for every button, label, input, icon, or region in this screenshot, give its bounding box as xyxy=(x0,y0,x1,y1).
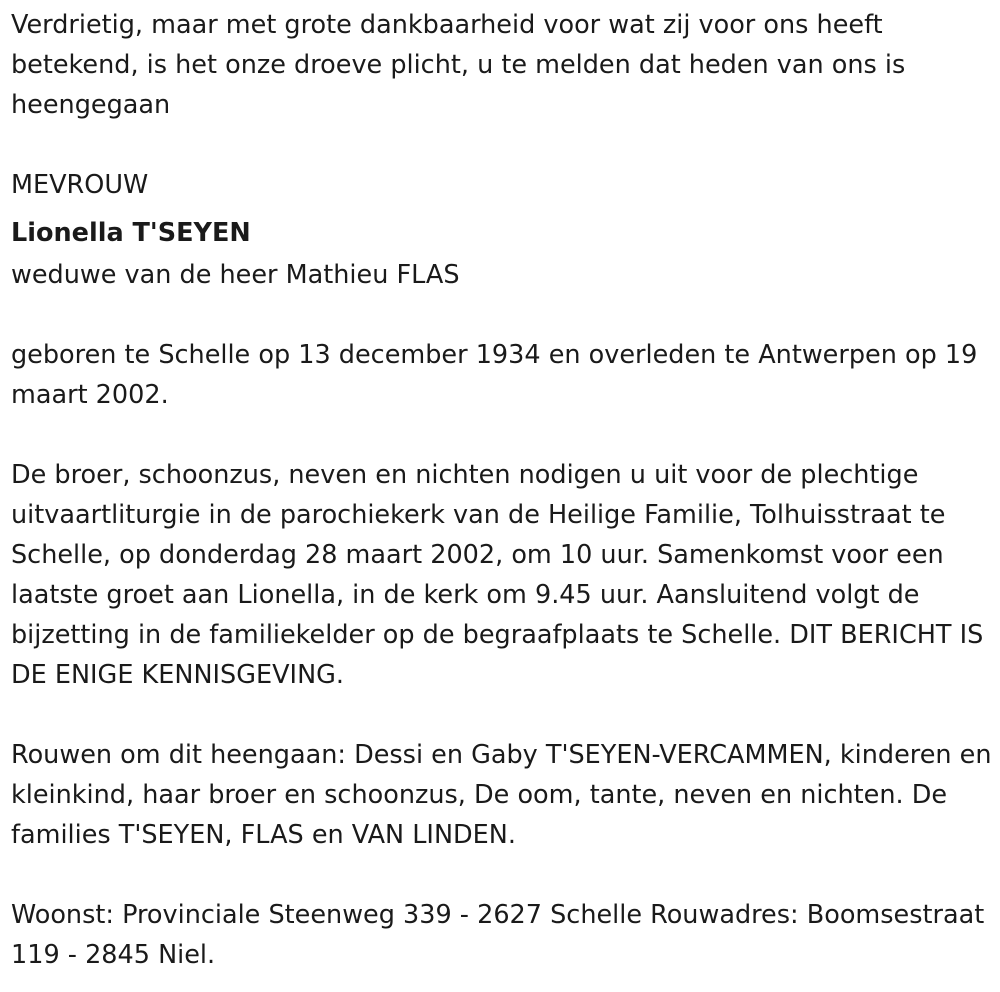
honorific-title: MEVROUW xyxy=(11,170,149,200)
deceased-name: Lionella T'SEYEN xyxy=(11,218,251,248)
address-paragraph: Woonst: Provinciale Steenweg 339 - 2627 Schelle Rouwadres: Boomsestraat 119 - 2845 Niel. xyxy=(11,900,985,970)
funeral-paragraph: De broer, schoonzus, neven en nichten nodigen u uit voor de plechtige uitvaartliturgie in de parochiekerk van de Heilige Familie, Tolhuisstraat te Schelle, op donderdag 28 maart 2002, om 10 uur. Samenkomst voor een laatste groet aan Lionella, in de kerk om 9.45 uur. Aansluitend volgt de bijzetting in de familiekelder op de begraafplaats te Schelle. DIT BERICHT IS DE ENIGE KENNISGEVING. xyxy=(11,460,984,690)
widow-of-line: weduwe van de heer Mathieu FLAS xyxy=(11,260,460,290)
mourners-paragraph: Rouwen om dit heengaan: Dessi en Gaby T'SEYEN-VERCAMMEN, kinderen en kleinkind, haar broer en schoonzus, De oom, tante, neven en nichten. De families T'SEYEN, FLAS en VAN LINDEN. xyxy=(11,740,992,850)
birth-death-paragraph: geboren te Schelle op 13 december 1934 en overleden te Antwerpen op 19 maart 2002. xyxy=(11,340,978,410)
intro-paragraph: Verdrietig, maar met grote dankbaarheid voor wat zij voor ons heeft betekend, is het onze droeve plicht, u te melden dat heden van ons is heengegaan xyxy=(11,10,906,120)
obituary-notice xyxy=(11,5,996,975)
